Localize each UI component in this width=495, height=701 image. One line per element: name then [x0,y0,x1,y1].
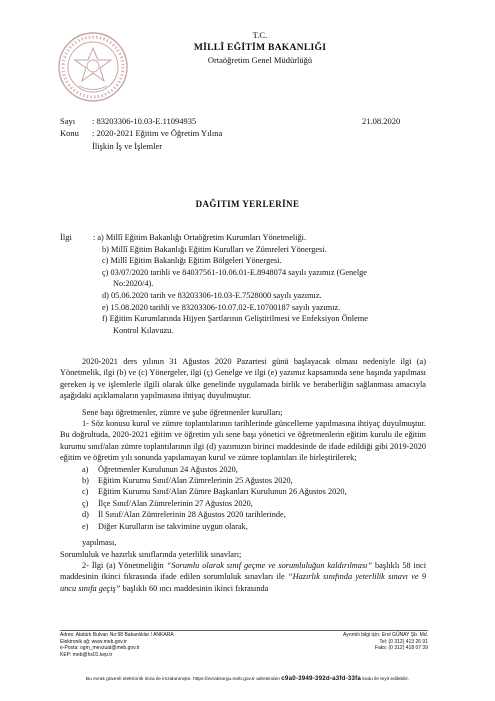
reference-item: b) Millî Eğitim Bakanlığı Eğitim Kurulları ve Zümreleri Yönergesi. [102,244,327,254]
list-item: e) Diğer Kurulların ise takvimine uygun olarak, [82,521,248,531]
paragraph-section-heading: Sene başı öğretmenler, zümre ve şube öğretmenler kurulları; [82,407,283,417]
list-item: b) Eğitim Kurumu Sınıf/Alan Zümrelerinin 25 Ağustos 2020, [82,476,293,486]
footer-contact-right [298,632,428,652]
header-tc: T.C. [252,30,268,40]
ministry-name: MİLLÎ EĞİTİM BAKANLIĞI [193,42,327,53]
footer-email[interactable]: e-Posta: ogm_mevzuat@meb.gov.tr [60,645,140,652]
reference-item-cont: No:2020/4). [113,279,154,289]
document-body [60,356,426,594]
reference-item: : a) Millî Eğitim Bakanlığı Ortaöğretim Kurumları Yönetmeliği. [93,233,307,242]
list-item: ç) İlçe Sınıf/Alan Zümrelerinin 27 Ağustos 2020, [82,498,253,508]
verification-suffix: kodu ile teyit edilebilir. [362,677,410,682]
paragraph-sorumluluk: Sorumluluk ve hazırlık sınıflarında yeterlilik sınavları; [60,549,242,559]
footer-tel: Tel: (0 312) 413 26 91 [379,638,428,645]
meb-seal-icon [57,31,129,103]
footer-address: Adres: Atatürk Bulvarı No:98 Bakanlıklar / ANKARA [60,632,174,638]
paragraph-intro: 2020-2021 ders yılının 31 Ağustos 2020 Pazartesi günü başlayacak olması nedeniyle ilgi (a) Yönetmelik, ilgi (b) ve (c) Yönergeler, ilgi (ç) Genelge ve ilgi (e) yazımız kapsamında sene başında yapılması gereken iş ve işlemlerle ilgili olarak ülke genelinde uygulamada birlik ve beraberliğin sağlanması amacıyla aşağıdaki açıklamaların yapılmasına ihtiyaç duyulmuştur. [60,357,426,401]
konu-value-line2: İlişkin İş ve İşlemler [92,141,163,151]
department-name: Ortaöğretim Genel Müdürlüğü [207,55,313,65]
document-date: 21.08.2020 [362,116,401,126]
footer-contact-left [60,632,260,658]
ilgi-label: İlgi [60,232,72,242]
footer-info: Ayrıntılı bilgi için: Erol GÜNAY Şb. Md. [342,632,428,638]
paragraph-yapilmasi: yapılması, [82,538,117,548]
reference-item: ç) 03/07/2020 tarihli ve 84037561-10.06.01-E.8948074 sayılı yazımız (Genelge [102,267,367,277]
konu-label: Konu [60,128,79,138]
verification-text: Bu evrak güvenli elektronik imza ile imzalanmıştır. https://evraksorgu.meb.gov.tr adresinden [85,677,280,682]
footer-fax: Faks: (0 312) 418 07 39 [374,645,428,652]
paragraph-item-2: 2- İlgi (a) Yönetmeliğin “Sorumlu olarak sınıf geçme ve sorumluluğun kaldırılması” başlıklı 58 inci maddesinin ikinci fıkrasında ifade edilen sorumluluk sınavları ile “Hazırlık sınıfında yeterlilik sınavı ve 9 uncu sınıfa geçiş” başlıklı 60 ıncı maddesinin ikinci fıkrasında [60,560,426,593]
reference-item: f) Eğitim Kurumlarında Hijyen Şartlarının Geliştirilmesi ve Enfeksiyon Önleme [102,314,368,324]
footer-web[interactable]: Elektronik ağ: www.meb.gov.tr [60,638,127,645]
reference-item: c) Millî Eğitim Bakanlığı Eğitim Bölgeleri Yönergesi. [102,256,282,266]
list-item: a) Öğretmenler Kurulunun 24 Ağustos 2020, [82,464,238,474]
distribution-title: DAĞITIM YERLERİNE [195,199,300,209]
verification-code: c9a0-3949-392d-a3fd-33fa [281,675,362,682]
footer [60,630,428,658]
paragraph-item-1: 1- Söz konusu kurul ve zümre toplantılarının tarihlerinde güncelleme yapılmasına ihtiyaç duyulmuştur. Bu doğrultuda, 2020-2021 eğitim ve öğretim yılı sene başı yönetici ve öğretmenlerin eğitim kurulu ile eğitim kurumu sınıf/alan zümre toplantılarının ilgi (d) yazımızın birinci maddesinde de ifade edildiği gibi 2019-2020 eğitim ve öğretim yılı sonunda yapılamayan kurul ve zümre toplantıları ile birleştirilerek; [60,419,426,463]
reference-item: e) 15.08.2020 tarihli ve 83203306-10.07.02-E.10700187 sayılı yazımız. [102,302,341,312]
footer-kep: KEP: meb@hs01.kep.tr [60,651,113,658]
sayi-label: Sayı [60,116,76,126]
sayi-value: : 83203306-10.03-E.11094935 [92,116,197,126]
konu-value-line1: : 2020-2021 Eğitim ve Öğretim Yılına [92,128,223,138]
list-item: d) İl Sınıf/Alan Zümrelerinin 28 Ağustos 2020 tarihlerinde, [82,510,286,520]
reference-item-cont: Kontrol Kılavuzu. [113,325,174,335]
reference-item: d) 05.06.2020 tarih ve 83203306-10.03-E.7528000 sayılı yazımız. [102,290,322,300]
list-item: c) Eğitim Kurumu Sınıf/Alan Zümre Başkanları Kurulunun 26 Ağustos 2020, [82,487,347,497]
reference-list [93,232,453,336]
signature-verification [0,675,495,682]
